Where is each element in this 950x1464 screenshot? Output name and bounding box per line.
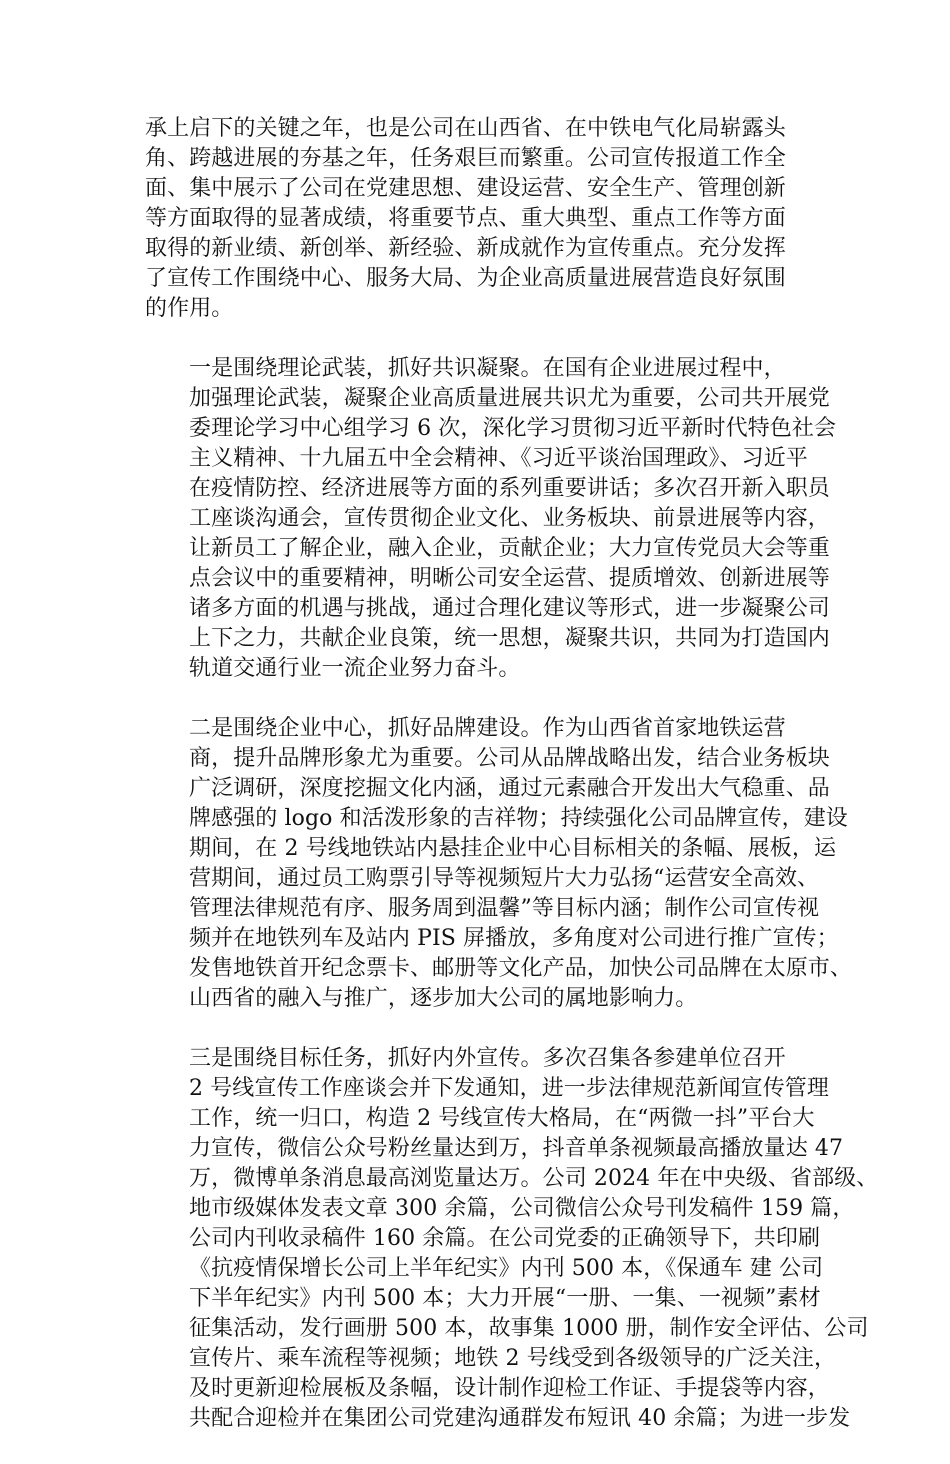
text-line: 诸多方面的机遇与挑战，通过合理化建议等形式，进一步凝聚公司: [189, 596, 830, 621]
text-line: 点会议中的重要精神，明晰公司安全运营、提质增效、创新进展等: [189, 566, 830, 591]
text-line: 期间，在 2 号线地铁站内悬挂企业中心目标相关的条幅、展板，运: [189, 836, 837, 861]
text-line: 角、跨越进展的夯基之年，任务艰巨而繁重。公司宣传报道工作全: [145, 146, 786, 171]
body-paragraph: [145, 114, 806, 324]
text-line: 工座谈沟通会，宣传贯彻企业文化、业务板块、前景进展等内容，: [189, 506, 830, 531]
text-line: 等方面取得的显著成绩，将重要节点、重大典型、重点工作等方面: [145, 206, 786, 231]
document-page: [145, 114, 879, 1464]
text-line: 《抗疫情保增长公司上半年纪实》内刊 500 本，《保通车 建 公司: [189, 1256, 824, 1281]
text-line: 下半年纪实》内刊 500 本；大力开展“一册、一集、一视频”素材: [189, 1286, 821, 1311]
text-line: 地市级媒体发表文章 300 余篇，公司微信公众号刊发稿件 159 篇，: [189, 1196, 855, 1221]
body-paragraph: [145, 714, 853, 1014]
text-line: 主义精神、十九届五中全会精神、《习近平谈治国理政》、习近平: [189, 446, 808, 471]
text-line: 山西省的融入与推广，逐步加大公司的属地影响力。: [189, 986, 698, 1011]
text-line: 宣传片、乘车流程等视频；地铁 2 号线受到各级领导的广泛关注，: [189, 1346, 837, 1371]
body-paragraph: [145, 354, 837, 684]
text-line: 取得的新业绩、新创举、新经验、新成就作为宣传重点。充分发挥: [145, 236, 786, 261]
text-line: 频并在地铁列车及站内 PIS 屏播放，多角度对公司进行推广宣传；: [189, 926, 839, 951]
text-line: 公司内刊收录稿件 160 余篇。在公司党委的正确领导下，共印刷: [189, 1226, 821, 1251]
text-line: 上下之力，共献企业良策，统一思想，凝聚共识，共同为打造国内: [189, 626, 830, 651]
text-line: 加强理论武装，凝聚企业高质量进展共识尤为重要，公司共开展党: [189, 386, 830, 411]
text-line: 牌感强的 logo 和活泼形象的吉祥物；持续强化公司品牌宣传，建设: [189, 806, 848, 831]
text-line: 发售地铁首开纪念票卡、邮册等文化产品，加快公司品牌在太原市、: [189, 956, 853, 981]
text-line: 了宣传工作围绕中心、服务大局、为企业高质量进展营造良好氛围: [145, 266, 786, 291]
text-line: 商，提升品牌形象尤为重要。公司从品牌战略出发，结合业务板块: [189, 746, 830, 771]
text-line: 一是围绕理论武装，抓好共识凝聚。在国有企业进展过程中，: [189, 356, 786, 381]
text-line: 广泛调研，深度挖掘文化内涵，通过元素融合开发出大气稳重、品: [189, 776, 830, 801]
text-line: 在疫情防控、经济进展等方面的系列重要讲话；多次召开新入职员: [189, 476, 830, 501]
text-line: 2 号线宣传工作座谈会并下发通知，进一步法律规范新闻宣传管理: [189, 1076, 829, 1101]
text-line: 让新员工了解企业，融入企业，贡献企业；大力宣传党员大会等重: [189, 536, 830, 561]
text-line: 轨道交通行业一流企业努力奋斗。: [189, 656, 521, 681]
text-line: 万，微博单条消息最高浏览量达万。公司 2024 年在中央级、省部级、: [189, 1166, 879, 1191]
body-paragraph: [145, 1044, 879, 1434]
text-line: 工作，统一归口，构造 2 号线宣传大格局，在“两微一抖”平台大: [189, 1106, 815, 1131]
text-line: 三是围绕目标任务，抓好内外宣传。多次召集各参建单位召开: [189, 1046, 786, 1071]
text-line: 二是围绕企业中心，抓好品牌建设。作为山西省首家地铁运营: [189, 716, 786, 741]
text-line: 共配合迎检并在集团公司党建沟通群发布短讯 40 余篇；为进一步发: [189, 1406, 851, 1431]
text-line: 面、集中展示了公司在党建思想、建设运营、安全生产、管理创新: [145, 176, 786, 201]
text-line: 承上启下的关键之年，也是公司在山西省、在中铁电气化局崭露头: [145, 116, 786, 141]
text-line: 征集活动，发行画册 500 本，故事集 1000 册，制作安全评估、公司: [189, 1316, 869, 1341]
text-line: 委理论学习中心组学习 6 次，深化学习贯彻习近平新时代特色社会: [189, 416, 837, 441]
text-line: 管理法律规范有序、服务周到温馨”等目标内涵；制作公司宣传视: [189, 896, 820, 921]
text-line: 营期间，通过员工购票引导等视频短片大力弘扬“运营安全高效、: [189, 866, 820, 891]
text-line: 的作用。: [145, 296, 234, 321]
text-line: 力宣传，微信公众号粉丝量达到万，抖音单条视频最高播放量达 47: [189, 1136, 844, 1161]
text-line: 及时更新迎检展板及条幅，设计制作迎检工作证、手提袋等内容，: [189, 1376, 830, 1401]
